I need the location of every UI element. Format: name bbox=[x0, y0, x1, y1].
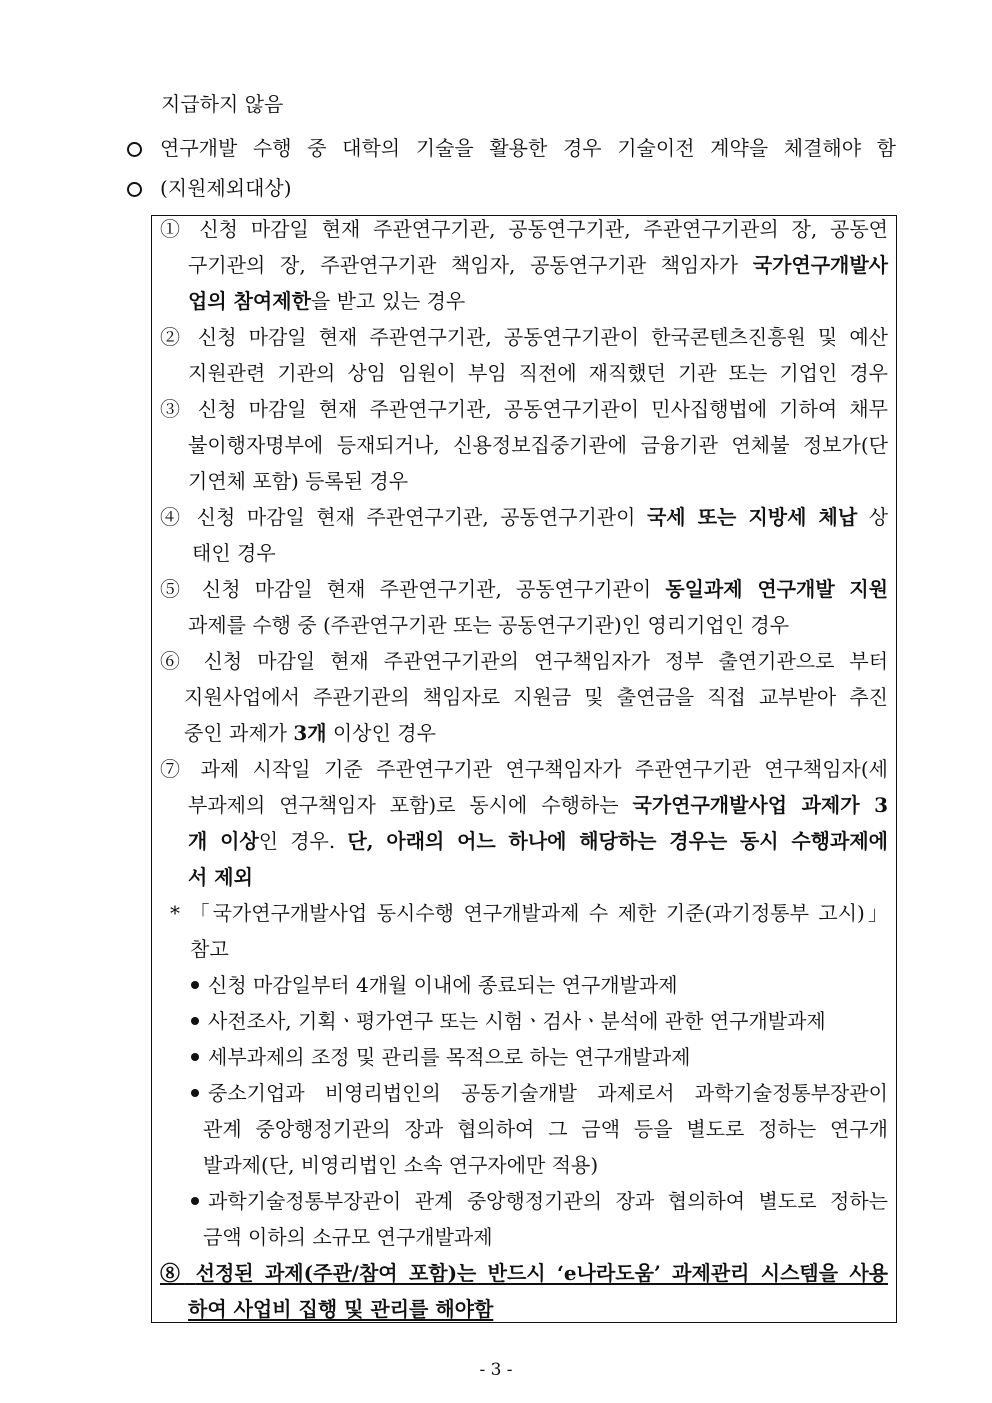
item-3-line-1: ③ 신청 마감일 현재 주관연구기관, 공동연구기관이 민사집행법에 기하여 채무 bbox=[160, 397, 889, 421]
item-6-line-3: 중인 과제가 3개 이상인 경우 bbox=[184, 721, 436, 745]
item-5-line-2: 과제를 수행 중 (주관연구기관 또는 공동연구기관)인 영리기업인 경우 bbox=[188, 613, 790, 637]
exemption-4-line-2: 관계 중앙행정기관의 장과 협의하여 그 금액 등을 별도로 정하는 연구개 bbox=[203, 1117, 888, 1141]
item-7-number: ⑦ bbox=[160, 757, 188, 781]
item-6-line-2: 지원사업에서 주관기관의 책임자로 지원금 및 출연금을 직접 교부받아 추진 bbox=[184, 685, 888, 709]
item-2-line-1: ② 신청 마감일 현재 주관연구기관, 공동연구기관이 한국콘텐츠진흥원 및 예산 bbox=[160, 325, 889, 349]
item-4-number: ④ bbox=[160, 505, 186, 529]
exemption-1: 신청 마감일부터 4개월 이내에 종료되는 연구개발과제 bbox=[208, 973, 678, 997]
exemption-5-line-1: 과학기술정통부장관이 관계 중앙행정기관의 장과 협의하여 별도로 정하는 bbox=[208, 1189, 888, 1213]
item-4-line-2: 태인 경우 bbox=[192, 541, 276, 565]
exemption-5-line-2: 금액 이하의 소규모 연구개발과제 bbox=[203, 1225, 493, 1249]
bullet-dot-icon bbox=[191, 1197, 199, 1205]
exemption-3: 세부과제의 조정 및 관리를 목적으로 하는 연구개발과제 bbox=[208, 1045, 691, 1069]
note-line-1: * 「국가연구개발사업 동시수행 연구개발과제 수 제한 기준(과기정통부 고시)」 bbox=[170, 901, 888, 925]
item-4-line-1: ④ 신청 마감일 현재 주관연구기관, 공동연구기관이 국세 또는 지방세 체납 상 bbox=[160, 505, 889, 529]
item-1-line-2: 구기관의 장, 주관연구기관 책임자, 공동연구기관 책임자가 국가연구개발사 bbox=[188, 253, 888, 277]
item-5-number: ⑤ bbox=[160, 577, 188, 601]
item-8-line-2: 하여 사업비 집행 및 관리를 해야함 bbox=[188, 1297, 494, 1321]
continuation-text: 지급하지 않음 bbox=[161, 92, 284, 116]
exemption-4-line-1: 중소기업과 비영리법인의 공동기술개발 과제로서 과학기술정통부장관이 bbox=[208, 1081, 888, 1105]
item-3-number: ③ bbox=[160, 397, 186, 421]
item-8-line-1: ⑧ 선정된 과제(주관/참여 포함)는 반드시 ‘e나라도움’ 과제관리 시스템을 사용 bbox=[160, 1261, 889, 1285]
item-7-line-3: 개 이상인 경우. 단, 아래의 어느 하나에 해당하는 경우는 동시 수행과제에 bbox=[188, 829, 888, 853]
item-2-line-2: 지원관련 기관의 상임 임원이 부임 직전에 재직했던 기관 또는 기업인 경우 bbox=[188, 361, 888, 385]
item-5-line-1: ⑤ 신청 마감일 현재 주관연구기관, 공동연구기관이 동일과제 연구개발 지원 bbox=[160, 577, 889, 601]
exemption-4-line-3: 발과제(단, 비영리법인 소속 연구자에만 적용) bbox=[203, 1153, 599, 1177]
item-6-line-1: ⑥ 신청 마감일 현재 주관연구기관의 연구책임자가 정부 출연기관으로 부터 bbox=[160, 649, 889, 673]
item-1-line-3: 업의 참여제한을 받고 있는 경우 bbox=[188, 289, 466, 313]
item-8-number: ⑧ bbox=[160, 1261, 185, 1285]
item-7-line-1: ⑦ 과제 시작일 기준 주관연구기관 연구책임자가 주관연구기관 연구책임자(세 bbox=[160, 757, 889, 781]
item-3-line-2: 불이행자명부에 등재되거나, 신용정보집중기관에 금융기관 연체불 정보가(단 bbox=[188, 433, 888, 457]
item-7-line-4: 서 제외 bbox=[188, 865, 253, 889]
contract-requirement-text: 연구개발 수행 중 대학의 기술을 활용한 경우 기술이전 계약을 체결해야 함 bbox=[160, 136, 896, 160]
bullet-dot-icon bbox=[191, 1017, 199, 1025]
item-2-number: ② bbox=[160, 325, 186, 349]
exemption-2: 사전조사, 기획ㆍ평가연구 또는 시험ㆍ검사ㆍ분석에 관한 연구개발과제 bbox=[208, 1009, 826, 1033]
item-6-number: ⑥ bbox=[160, 649, 189, 673]
note-line-2: 참고 bbox=[190, 937, 229, 961]
bullet-dot-icon bbox=[191, 1089, 199, 1097]
hollow-circle-bullet-icon bbox=[127, 182, 142, 197]
hollow-circle-bullet-icon bbox=[127, 142, 142, 157]
item-1-line-1: ① 신청 마감일 현재 주관연구기관, 공동연구기관, 주관연구기관의 장, 공동연 bbox=[160, 217, 888, 241]
bullet-dot-icon bbox=[191, 981, 199, 989]
item-1-number: ① bbox=[160, 217, 187, 241]
exclusion-heading: (지원제외대상) bbox=[160, 176, 292, 200]
item-7-line-2: 부과제의 연구책임자 포함)로 동시에 수행하는 국가연구개발사업 과제가 3 bbox=[188, 793, 888, 817]
item-3-line-3: 기연체 포함) 등록된 경우 bbox=[188, 469, 409, 493]
page-number: - 3 - bbox=[479, 1360, 513, 1380]
bullet-dot-icon bbox=[191, 1053, 199, 1061]
